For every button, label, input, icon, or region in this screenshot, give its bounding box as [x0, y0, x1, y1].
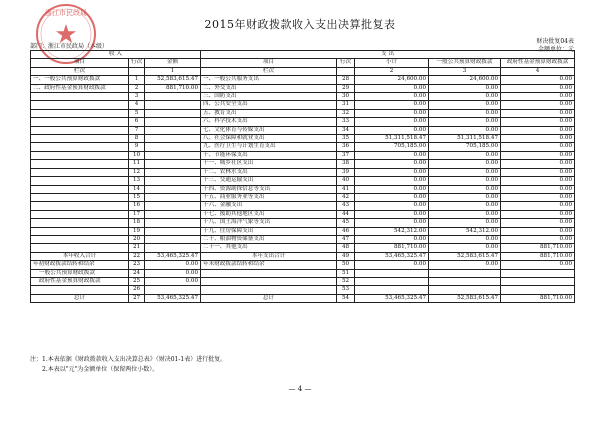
- subtotal-cell: [355, 286, 429, 294]
- subtotal-cell: 0.00: [355, 168, 429, 176]
- expense-item: 一、一般公共服务支出: [201, 76, 337, 84]
- income-amount: 53,465,325.47: [145, 294, 201, 302]
- table-row: [31, 235, 575, 243]
- general-budget-cell: 52,583,615.47: [429, 252, 501, 260]
- fund-budget-cell: 0.00: [501, 227, 575, 235]
- subtotal-cell: 53,465,325.47: [355, 294, 429, 302]
- expense-row-no: 33: [337, 118, 355, 126]
- income-amount: [145, 227, 201, 235]
- subtotal-cell: 0.00: [355, 93, 429, 101]
- fund-budget-cell: 0.00: [501, 84, 575, 92]
- note-line: 2.本表以"元"为金额单位（保留两位小数）。: [42, 366, 159, 373]
- expense-item: 八、社会保障和就业支出: [201, 135, 337, 143]
- income-amount: 0.00: [145, 261, 201, 269]
- table-row: [31, 143, 575, 151]
- income-row-no: 23: [129, 261, 145, 269]
- table-row: [31, 101, 575, 109]
- general-budget-cell: 0.00: [429, 126, 501, 134]
- income-amount: 0.00: [145, 277, 201, 285]
- income-item: [31, 286, 129, 294]
- fund-budget-cell: 0.00: [501, 118, 575, 126]
- fund-budget-cell: 0.00: [501, 177, 575, 185]
- expense-row-no: 48: [337, 244, 355, 252]
- expense-row-no: 51: [337, 269, 355, 277]
- expense-row-no: 32: [337, 109, 355, 117]
- general-budget-cell: [429, 286, 501, 294]
- expense-item: [201, 269, 337, 277]
- fund-budget-cell: 0.00: [501, 193, 575, 201]
- table-row: [31, 168, 575, 176]
- col-num-2: 2: [355, 67, 429, 75]
- subtotal-cell: 0.00: [355, 235, 429, 243]
- income-item: 总计: [31, 294, 129, 302]
- income-item: [31, 135, 129, 143]
- expense-section-header: 支 出: [201, 51, 575, 59]
- expense-row-no: 37: [337, 151, 355, 159]
- subtotal-cell: 0.00: [355, 160, 429, 168]
- col-num-4: 4: [501, 67, 575, 75]
- income-item: 一般公共预算财政拨款: [31, 269, 129, 277]
- income-row-no: 1: [129, 76, 145, 84]
- general-budget-cell: 542,312.00: [429, 227, 501, 235]
- income-amount: [145, 93, 201, 101]
- expense-row-no: 52: [337, 277, 355, 285]
- general-budget-cell: 0.00: [429, 177, 501, 185]
- expense-row-no: 45: [337, 219, 355, 227]
- income-item: [31, 202, 129, 210]
- general-budget-cell: 0.00: [429, 160, 501, 168]
- table-row: [31, 76, 575, 84]
- expense-item: 三、国防支出: [201, 93, 337, 101]
- general-budget-cell: [429, 277, 501, 285]
- subtotal-cell: 51,311,518.47: [355, 135, 429, 143]
- income-amount: [145, 193, 201, 201]
- general-budget-cell: 0.00: [429, 151, 501, 159]
- subtotal-header: 小计: [355, 59, 429, 67]
- expense-item: 十、节能环保支出: [201, 151, 337, 159]
- income-row-no: 13: [129, 177, 145, 185]
- table-row: [31, 109, 575, 117]
- expense-item: 二十、粮油物资储备支出: [201, 235, 337, 243]
- expense-row-no: 41: [337, 185, 355, 193]
- general-budget-cell: 0.00: [429, 235, 501, 243]
- table-row: [31, 185, 575, 193]
- income-row-no: 9: [129, 143, 145, 151]
- subtotal-cell: 881,710.00: [355, 244, 429, 252]
- income-item: [31, 210, 129, 218]
- fund-budget-cell: 0.00: [501, 126, 575, 134]
- expense-item: 总计: [201, 294, 337, 302]
- table-row: [31, 135, 575, 143]
- general-budget-cell: 0.00: [429, 210, 501, 218]
- general-budget-cell: 705,185.00: [429, 143, 501, 151]
- expense-item: 六、科学技术支出: [201, 118, 337, 126]
- table-row: [31, 227, 575, 235]
- subtotal-cell: [355, 277, 429, 285]
- income-row-no: 22: [129, 252, 145, 260]
- income-item: [31, 244, 129, 252]
- expense-item: 十五、商业服务业等支出: [201, 193, 337, 201]
- expense-row-header: 行次: [337, 59, 355, 67]
- income-row-no: 12: [129, 168, 145, 176]
- expense-item: 十七、援助其他地区支出: [201, 210, 337, 218]
- expense-row-no: 54: [337, 294, 355, 302]
- fund-budget-cell: 0.00: [501, 160, 575, 168]
- general-budget-cell: 0.00: [429, 202, 501, 210]
- expense-item: 十二、农林水支出: [201, 168, 337, 176]
- table-row: [31, 244, 575, 252]
- general-budget-cell: [429, 269, 501, 277]
- subtotal-cell: 0.00: [355, 109, 429, 117]
- income-amount: [145, 219, 201, 227]
- income-amount: 0.00: [145, 269, 201, 277]
- subtotal-cell: 0.00: [355, 126, 429, 134]
- table-row: [31, 151, 575, 159]
- table-row: [31, 219, 575, 227]
- income-item: [31, 101, 129, 109]
- col-label: 栏次: [31, 67, 129, 75]
- income-amount: [145, 160, 201, 168]
- general-budget-cell: 0.00: [429, 168, 501, 176]
- general-budget-cell: 52,583,615.47: [429, 294, 501, 302]
- fund-budget-cell: 0.00: [501, 93, 575, 101]
- expense-row-no: 49: [337, 252, 355, 260]
- expense-row-no: 31: [337, 101, 355, 109]
- general-budget-cell: 0.00: [429, 185, 501, 193]
- income-item: [31, 143, 129, 151]
- income-amount: [145, 244, 201, 252]
- expense-item: 年末财政拨款结转和结余: [201, 261, 337, 269]
- fund-budget-cell: 0.00: [501, 101, 575, 109]
- fund-budget-cell: [501, 269, 575, 277]
- subtotal-cell: 53,465,325.47: [355, 252, 429, 260]
- col-label: 栏次: [201, 67, 337, 75]
- income-amount: [145, 135, 201, 143]
- income-amount: [145, 151, 201, 159]
- fund-budget-header: 政府性基金预算财政拨款: [501, 59, 575, 67]
- income-row-no: 26: [129, 286, 145, 294]
- general-budget-cell: 0.00: [429, 193, 501, 201]
- income-item-header: 项目: [31, 59, 129, 67]
- general-budget-cell: 0.00: [429, 261, 501, 269]
- income-item: [31, 93, 129, 101]
- expense-row-no: 40: [337, 177, 355, 185]
- income-amount: [145, 185, 201, 193]
- income-row-no: 24: [129, 269, 145, 277]
- subtotal-cell: 0.00: [355, 101, 429, 109]
- expense-item: [201, 277, 337, 285]
- fund-budget-cell: 0.00: [501, 168, 575, 176]
- income-item: [31, 193, 129, 201]
- fund-budget-cell: 0.00: [501, 261, 575, 269]
- table-row: [31, 126, 575, 134]
- col-empty: [337, 67, 355, 75]
- expense-row-no: 44: [337, 210, 355, 218]
- income-item: [31, 168, 129, 176]
- expense-row-no: 28: [337, 76, 355, 84]
- table-row: [31, 118, 575, 126]
- income-item: 本年收入合计: [31, 252, 129, 260]
- table-row: [31, 210, 575, 218]
- table-row: [31, 286, 575, 294]
- income-row-no: 10: [129, 151, 145, 159]
- income-item: [31, 235, 129, 243]
- expense-item: 二、外交支出: [201, 84, 337, 92]
- income-row-no: 14: [129, 185, 145, 193]
- income-row-no: 5: [129, 109, 145, 117]
- expense-row-no: 42: [337, 193, 355, 201]
- income-amount: [145, 109, 201, 117]
- header-row-colnums: [31, 67, 575, 75]
- subtotal-cell: 0.00: [355, 118, 429, 126]
- fund-budget-cell: 0.00: [501, 76, 575, 84]
- income-amount: [145, 118, 201, 126]
- subtotal-cell: 0.00: [355, 210, 429, 218]
- income-row-no: 25: [129, 277, 145, 285]
- table-row: [31, 93, 575, 101]
- subtotal-cell: 0.00: [355, 193, 429, 201]
- income-row-no: 8: [129, 135, 145, 143]
- fund-budget-cell: 0.00: [501, 109, 575, 117]
- fund-budget-cell: 0.00: [501, 219, 575, 227]
- general-budget-cell: 51,311,518.47: [429, 135, 501, 143]
- income-item: [31, 219, 129, 227]
- fund-budget-cell: 881,710.00: [501, 252, 575, 260]
- income-amount: 52,583,615.47: [145, 76, 201, 84]
- fund-budget-cell: 0.00: [501, 135, 575, 143]
- notes: [30, 355, 226, 375]
- fund-budget-cell: [501, 286, 575, 294]
- income-amount-header: 金额: [145, 59, 201, 67]
- income-item: [31, 160, 129, 168]
- income-amount: [145, 101, 201, 109]
- general-budget-cell: 0.00: [429, 101, 501, 109]
- subtotal-cell: 0.00: [355, 202, 429, 210]
- income-item: [31, 126, 129, 134]
- income-item: [31, 109, 129, 117]
- table-row: [31, 84, 575, 92]
- table-row: [31, 277, 575, 285]
- expense-item: 十八、国土海洋气象等支出: [201, 219, 337, 227]
- general-budget-cell: 0.00: [429, 109, 501, 117]
- table-row: [31, 261, 575, 269]
- expense-row-no: 47: [337, 235, 355, 243]
- income-amount: [145, 286, 201, 294]
- income-amount: [145, 126, 201, 134]
- income-row-no: 11: [129, 160, 145, 168]
- table-row: [31, 252, 575, 260]
- income-amount: 881,710.00: [145, 84, 201, 92]
- income-amount: [145, 235, 201, 243]
- general-budget-cell: 0.00: [429, 244, 501, 252]
- subtotal-cell: 705,185.00: [355, 143, 429, 151]
- general-budget-cell: 0.00: [429, 84, 501, 92]
- note-line: 注：1.本表依据《财政拨款收入支出决算总表》（财决01-1表）进行批复。: [30, 356, 227, 363]
- subtotal-cell: 0.00: [355, 151, 429, 159]
- subtotal-cell: 0.00: [355, 185, 429, 193]
- general-budget-cell: 0.00: [429, 93, 501, 101]
- income-row-no: 16: [129, 202, 145, 210]
- page-title: 2015年财政拨款收入支出决算批复表: [204, 18, 396, 31]
- expense-item: [201, 286, 337, 294]
- seal-text: 浙江市民政局: [45, 9, 87, 17]
- income-amount: [145, 143, 201, 151]
- fund-budget-cell: 0.00: [501, 151, 575, 159]
- expense-row-no: 36: [337, 143, 355, 151]
- subtotal-cell: 0.00: [355, 261, 429, 269]
- income-row-no: 20: [129, 235, 145, 243]
- fund-budget-cell: 0.00: [501, 235, 575, 243]
- expense-row-no: 50: [337, 261, 355, 269]
- expense-item: 二十一、其他支出: [201, 244, 337, 252]
- table-row: [31, 177, 575, 185]
- expense-item: 四、公共安全支出: [201, 101, 337, 109]
- form-number: 财决批复04表: [536, 38, 574, 45]
- expense-item: 本年支出合计: [201, 252, 337, 260]
- subtotal-cell: 24,600.00: [355, 76, 429, 84]
- income-row-no: 27: [129, 294, 145, 302]
- subtotal-cell: 0.00: [355, 219, 429, 227]
- income-row-no: 17: [129, 210, 145, 218]
- table-row: [31, 202, 575, 210]
- income-amount: [145, 210, 201, 218]
- income-item: 二、政府性基金预算财政拨款: [31, 84, 129, 92]
- income-item: 政府性基金预算财政拨款: [31, 277, 129, 285]
- income-row-no: 7: [129, 126, 145, 134]
- general-budget-cell: 0.00: [429, 118, 501, 126]
- income-item: 年初财政拨款结转和结余: [31, 261, 129, 269]
- income-row-no: 6: [129, 118, 145, 126]
- col-num-1: 1: [145, 67, 201, 75]
- header-row-columns: [31, 59, 575, 67]
- budget-table: [30, 50, 575, 303]
- fund-budget-cell: 0.00: [501, 185, 575, 193]
- expense-item: 九、医疗卫生与计划生育支出: [201, 143, 337, 151]
- department-label: 部门：浙江市民政局（本级）: [30, 43, 109, 50]
- header-row-sections: [31, 51, 575, 59]
- income-item: 一、一般公共预算财政拨款: [31, 76, 129, 84]
- income-item: [31, 185, 129, 193]
- income-row-no: 19: [129, 227, 145, 235]
- expense-row-no: 46: [337, 227, 355, 235]
- income-row-no: 15: [129, 193, 145, 201]
- income-row-no: 4: [129, 101, 145, 109]
- income-row-no: 18: [129, 219, 145, 227]
- income-item: [31, 177, 129, 185]
- income-row-header: 行次: [129, 59, 145, 67]
- income-row-no: 2: [129, 84, 145, 92]
- fund-budget-cell: 0.00: [501, 202, 575, 210]
- table-row: [31, 294, 575, 302]
- income-amount: 53,465,325.47: [145, 252, 201, 260]
- expense-item: 十六、金融支出: [201, 202, 337, 210]
- income-amount: [145, 168, 201, 176]
- expense-item: 十四、资源勘探信息等支出: [201, 185, 337, 193]
- expense-item: 十九、住房保障支出: [201, 227, 337, 235]
- fund-budget-cell: 0.00: [501, 210, 575, 218]
- subtotal-cell: 0.00: [355, 84, 429, 92]
- general-budget-header: 一般公共预算财政拨款: [429, 59, 501, 67]
- expense-row-no: 29: [337, 84, 355, 92]
- table-row: [31, 193, 575, 201]
- income-row-no: 21: [129, 244, 145, 252]
- income-amount: [145, 177, 201, 185]
- income-item: [31, 151, 129, 159]
- expense-item-header: 项目: [201, 59, 337, 67]
- fund-budget-cell: 881,710.00: [501, 244, 575, 252]
- expense-item: 五、教育支出: [201, 109, 337, 117]
- expense-item: 十一、城乡社区支出: [201, 160, 337, 168]
- expense-row-no: 35: [337, 135, 355, 143]
- income-amount: [145, 202, 201, 210]
- expense-row-no: 39: [337, 168, 355, 176]
- col-num-3: 3: [429, 67, 501, 75]
- general-budget-cell: 24,600.00: [429, 76, 501, 84]
- fund-budget-cell: [501, 277, 575, 285]
- subtotal-cell: [355, 269, 429, 277]
- table-row: [31, 160, 575, 168]
- fund-budget-cell: 0.00: [501, 143, 575, 151]
- general-budget-cell: 0.00: [429, 219, 501, 227]
- income-item: [31, 227, 129, 235]
- fund-budget-cell: 881,710.00: [501, 294, 575, 302]
- expense-row-no: 30: [337, 93, 355, 101]
- expense-item: 十三、交通运输支出: [201, 177, 337, 185]
- col-empty: [129, 67, 145, 75]
- expense-row-no: 53: [337, 286, 355, 294]
- table-row: [31, 269, 575, 277]
- subtotal-cell: 0.00: [355, 177, 429, 185]
- subtotal-cell: 542,312.00: [355, 227, 429, 235]
- page-number: — 4 —: [288, 385, 312, 393]
- expense-row-no: 34: [337, 126, 355, 134]
- expense-row-no: 43: [337, 202, 355, 210]
- expense-row-no: 38: [337, 160, 355, 168]
- income-item: [31, 118, 129, 126]
- income-section-header: 收 入: [31, 51, 201, 59]
- income-row-no: 3: [129, 93, 145, 101]
- expense-item: 七、文化体育与传媒支出: [201, 126, 337, 134]
- unit-label: 金额单位：元: [537, 46, 574, 53]
